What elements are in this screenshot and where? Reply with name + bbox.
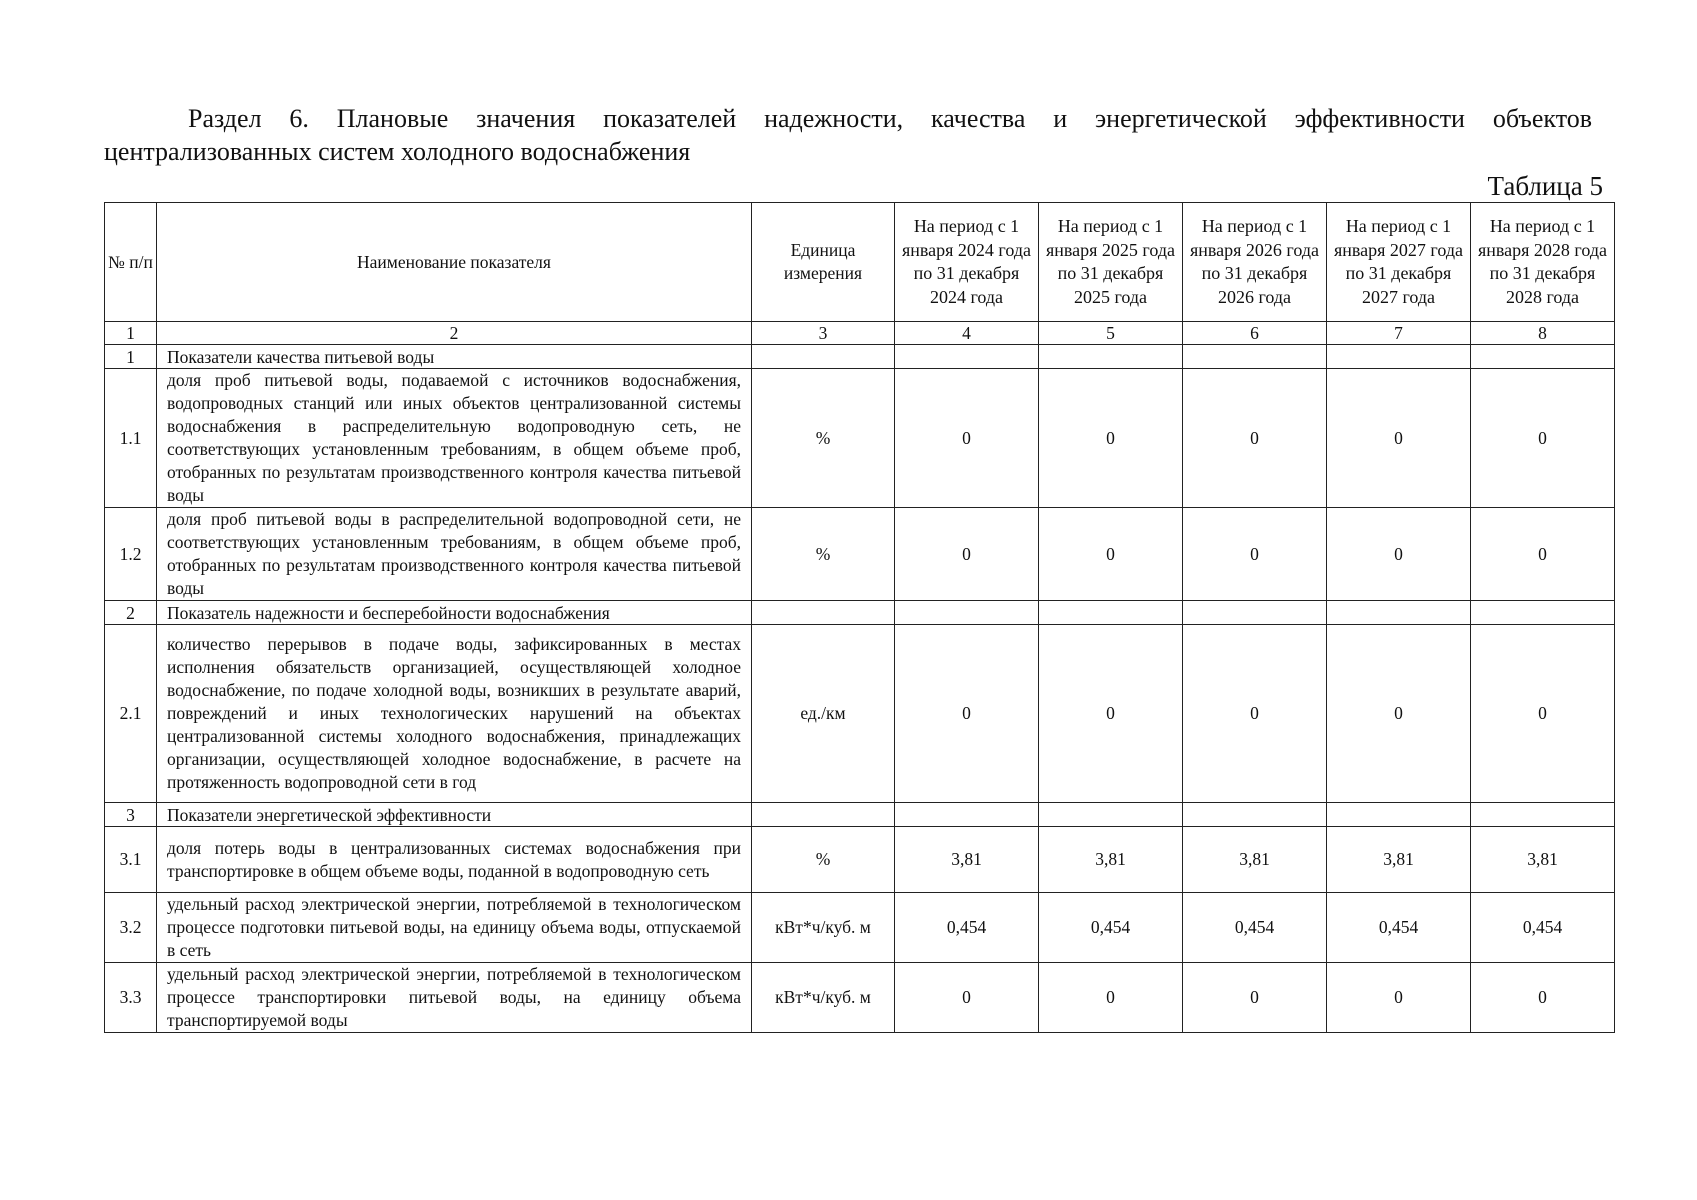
value-cell: 0 — [1183, 625, 1327, 803]
section-row — [105, 601, 1615, 625]
unit-cell: % — [752, 369, 895, 508]
value-cell: 0 — [895, 625, 1039, 803]
value-cell — [1039, 345, 1183, 369]
section-title: Показатели качества питьевой воды — [157, 345, 752, 369]
indicator-name: доля потерь воды в централизованных системах водоснабжения при транспортировке в общем объеме воды, поданной в водопроводную сеть — [157, 827, 752, 893]
column-number: 6 — [1183, 322, 1327, 345]
value-cell: 0 — [1471, 963, 1615, 1033]
value-cell: 0 — [895, 369, 1039, 508]
value-cell — [1327, 803, 1471, 827]
row-number: 3 — [105, 803, 157, 827]
value-cell: 0 — [1183, 963, 1327, 1033]
value-cell: 0,454 — [1039, 893, 1183, 963]
section-title: Показатель надежности и бесперебойности водоснабжения — [157, 601, 752, 625]
column-number: 1 — [105, 322, 157, 345]
value-cell: 0,454 — [1327, 893, 1471, 963]
value-cell: 0 — [1327, 625, 1471, 803]
unit-cell: ед./км — [752, 625, 895, 803]
value-cell: 0 — [1327, 369, 1471, 508]
value-cell — [1471, 803, 1615, 827]
header-period-2024: На период с 1 января 2024 года по 31 декабря 2024 года — [895, 203, 1039, 322]
value-cell: 0 — [1183, 369, 1327, 508]
value-cell: 3,81 — [1327, 827, 1471, 893]
value-cell — [1039, 803, 1183, 827]
unit-cell: % — [752, 508, 895, 601]
header-period-2025: На период с 1 января 2025 года по 31 декабря 2025 года — [1039, 203, 1183, 322]
indicator-row — [105, 625, 1615, 803]
indicator-row — [105, 963, 1615, 1033]
value-cell: 0 — [895, 963, 1039, 1033]
value-cell: 0,454 — [1471, 893, 1615, 963]
column-number-row — [105, 322, 1615, 345]
section-row — [105, 345, 1615, 369]
row-number: 3.1 — [105, 827, 157, 893]
column-number: 7 — [1327, 322, 1471, 345]
unit-cell — [752, 345, 895, 369]
header-num: № п/п — [105, 203, 157, 322]
value-cell: 0 — [1471, 508, 1615, 601]
indicator-name: удельный расход электрической энергии, потребляемой в технологическом процессе транспортировки питьевой воды, на единицу объема транспортируемой воды — [157, 963, 752, 1033]
value-cell: 0 — [1039, 508, 1183, 601]
row-number: 2.1 — [105, 625, 157, 803]
table-header-row — [105, 203, 1615, 322]
value-cell: 0,454 — [1183, 893, 1327, 963]
indicator-row — [105, 508, 1615, 601]
value-cell: 3,81 — [895, 827, 1039, 893]
column-number: 2 — [157, 322, 752, 345]
row-number: 1.1 — [105, 369, 157, 508]
section-heading — [104, 102, 1592, 168]
value-cell: 0 — [1327, 508, 1471, 601]
value-cell: 0 — [1471, 625, 1615, 803]
column-number: 5 — [1039, 322, 1183, 345]
row-number: 1.2 — [105, 508, 157, 601]
value-cell: 3,81 — [1183, 827, 1327, 893]
row-number: 3.3 — [105, 963, 157, 1033]
row-number: 1 — [105, 345, 157, 369]
section-title: Показатели энергетической эффективности — [157, 803, 752, 827]
header-unit: Единица измерения — [752, 203, 895, 322]
unit-cell — [752, 601, 895, 625]
unit-cell: % — [752, 827, 895, 893]
indicator-name: количество перерывов в подаче воды, зафиксированных в местах исполнения обязательств организацией, осуществляющей холодное водоснабжение, по подаче холодной воды, возникших в результате аварий, повреждений и иных технологических нарушений на объектах централизованной системы холодного водоснабжения, принадлежащих организации, осуществляющей холодное водоснабжение, в расчете на протяженность водопроводной сети в год — [157, 625, 752, 803]
value-cell — [1471, 601, 1615, 625]
value-cell: 0 — [1039, 963, 1183, 1033]
value-cell — [1183, 601, 1327, 625]
indicator-row — [105, 893, 1615, 963]
value-cell: 0 — [1039, 369, 1183, 508]
header-period-2026: На период с 1 января 2026 года по 31 декабря 2026 года — [1183, 203, 1327, 322]
header-period-2027: На период с 1 января 2027 года по 31 декабря 2027 года — [1327, 203, 1471, 322]
value-cell: 0 — [895, 508, 1039, 601]
column-number: 8 — [1471, 322, 1615, 345]
table-body — [105, 322, 1615, 1033]
table-label: Таблица 5 — [1487, 171, 1603, 201]
value-cell: 0 — [1183, 508, 1327, 601]
indicator-row — [105, 369, 1615, 508]
value-cell — [895, 345, 1039, 369]
header-name: Наименование показателя — [157, 203, 752, 322]
row-number: 3.2 — [105, 893, 157, 963]
section-heading-line-2: централизованных систем холодного водоснабжения — [104, 137, 691, 166]
header-period-2028: На период с 1 января 2028 года по 31 декабря 2028 года — [1471, 203, 1615, 322]
unit-cell: кВт*ч/куб. м — [752, 963, 895, 1033]
indicator-name: доля проб питьевой воды, подаваемой с источников водоснабжения, водопроводных станций или иных объектов централизованной системы водоснабжения в распределительную водопроводную сеть, не соответствующих установленным требованиям, в общем объеме проб, отобранных по результатам производственного контроля качества питьевой воды — [157, 369, 752, 508]
indicators-table — [104, 202, 1615, 1033]
value-cell — [1327, 601, 1471, 625]
value-cell — [895, 601, 1039, 625]
value-cell: 0 — [1039, 625, 1183, 803]
value-cell — [1327, 345, 1471, 369]
column-number: 4 — [895, 322, 1039, 345]
value-cell — [1039, 601, 1183, 625]
value-cell: 0 — [1327, 963, 1471, 1033]
indicator-name: удельный расход электрической энергии, потребляемой в технологическом процессе подготовки питьевой воды, на единицу объема воды, отпускаемой в сеть — [157, 893, 752, 963]
value-cell: 0,454 — [895, 893, 1039, 963]
value-cell — [895, 803, 1039, 827]
value-cell — [1471, 345, 1615, 369]
column-number: 3 — [752, 322, 895, 345]
row-number: 2 — [105, 601, 157, 625]
unit-cell: кВт*ч/куб. м — [752, 893, 895, 963]
section-heading-line-1: Раздел 6. Плановые значения показателей надежности, качества и энергетической эффективности объектов — [188, 104, 1592, 133]
value-cell — [1183, 803, 1327, 827]
indicator-name: доля проб питьевой воды в распределительной водопроводной сети, не соответствующих установленным требованиям, в общем объеме проб, отобранных по результатам производственного контроля качества питьевой воды — [157, 508, 752, 601]
value-cell — [1183, 345, 1327, 369]
value-cell: 3,81 — [1039, 827, 1183, 893]
value-cell: 3,81 — [1471, 827, 1615, 893]
indicator-row — [105, 827, 1615, 893]
value-cell: 0 — [1471, 369, 1615, 508]
unit-cell — [752, 803, 895, 827]
section-row — [105, 803, 1615, 827]
